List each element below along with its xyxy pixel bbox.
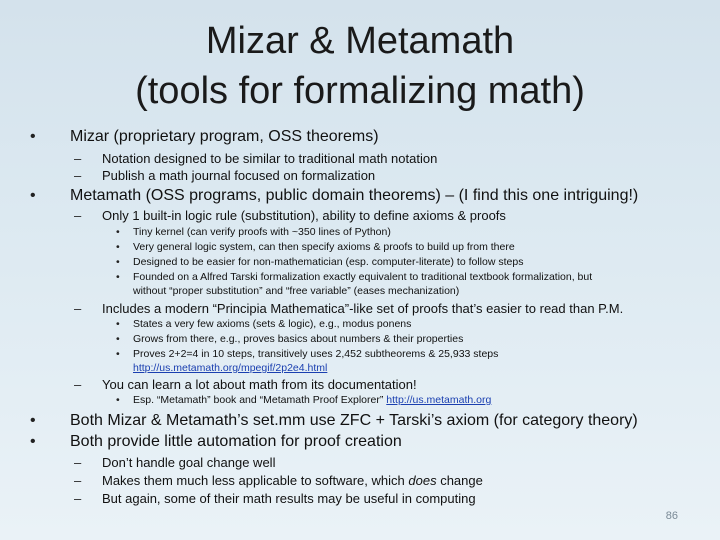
dash-marker: – — [74, 208, 82, 223]
page-number: 86 — [665, 510, 678, 522]
dash-marker: – — [74, 455, 82, 470]
bullet-marker: • — [116, 333, 120, 345]
link-2p2e4[interactable]: http://us.metamath.org/mpegif/2p2e4.html — [133, 362, 328, 374]
metamath-sub-2-c: Proves 2+2=4 in 10 steps, transitively uses 2,452 subtheorems & 25,933 steps — [133, 348, 499, 360]
metamath-sub-1-a: Tiny kernel (can verify proofs with ~350 lines of Python) — [133, 226, 391, 238]
bullet-mizar: Mizar (proprietary program, OSS theorems) — [70, 128, 379, 145]
metamath-sub-3-a — [133, 394, 491, 406]
bullet-both-1: Both Mizar & Metamath’s set.mm use ZFC + Tarski’s axiom (for category theory) — [70, 412, 638, 429]
metamath-sub-1-b: Very general logic system, can then specify axioms & proofs to build up from there — [133, 241, 515, 253]
metamath-sub-3-a-text: Esp. “Metamath” book and “Metamath Proof Explorer” — [133, 394, 384, 406]
bullet-both-2: Both provide little automation for proof creation — [70, 433, 402, 450]
bullet-marker: • — [30, 412, 36, 429]
mizar-sub-1: Notation designed to be similar to traditional math notation — [102, 151, 438, 166]
metamath-sub-1: Only 1 built-in logic rule (substitution), ability to define axioms & proofs — [102, 208, 506, 223]
both-2-sub-2-pre: Makes them much less applicable to software, which — [102, 473, 405, 488]
metamath-sub-2-a: States a very few axioms (sets & logic), e.g., modus ponens — [133, 318, 412, 330]
metamath-sub-2: Includes a modern “Principia Mathematica”-like set of proofs that’s easier to read than P.M. — [102, 301, 624, 316]
metamath-sub-3: You can learn a lot about math from its documentation! — [102, 377, 417, 392]
mizar-sub-2: Publish a math journal focused on formalization — [102, 168, 376, 183]
dash-marker: – — [74, 473, 82, 488]
bullet-marker: • — [116, 226, 120, 238]
link-metamath-site[interactable]: http://us.metamath.org — [386, 394, 492, 406]
dash-marker: – — [74, 168, 82, 183]
dash-marker: – — [74, 151, 82, 166]
metamath-sub-1-d: Founded on a Alfred Tarski formalization exactly equivalent to traditional textbook formalization, but — [133, 271, 593, 283]
bullet-marker: • — [116, 318, 120, 330]
metamath-sub-1-d-cont: without “proper substitution” and “free variable” (eases mechanization) — [133, 285, 460, 297]
bullet-marker: • — [30, 128, 36, 145]
bullet-marker: • — [116, 241, 120, 253]
bullet-marker: • — [116, 271, 120, 283]
both-2-sub-2-emphasis: does — [408, 473, 437, 488]
title-line-2: (tools for formalizing math) — [135, 70, 585, 112]
both-2-sub-3: But again, some of their math results may be useful in computing — [102, 491, 476, 506]
bullet-marker: • — [30, 433, 36, 450]
bullet-marker: • — [116, 256, 120, 268]
both-2-sub-2 — [102, 473, 483, 488]
metamath-sub-2-b: Grows from there, e.g., proves basics about numbers & their properties — [133, 333, 464, 345]
both-2-sub-1: Don’t handle goal change well — [102, 455, 276, 470]
metamath-sub-1-c: Designed to be easier for non-mathematician (esp. computer-literate) to follow steps — [133, 256, 524, 268]
both-2-sub-2-post: change — [440, 473, 483, 488]
dash-marker: – — [74, 377, 82, 392]
dash-marker: – — [74, 491, 82, 506]
bullet-marker: • — [116, 394, 120, 406]
bullet-marker: • — [30, 187, 36, 204]
title-line-1: Mizar & Metamath — [205, 20, 515, 62]
bullet-marker: • — [116, 348, 120, 360]
bullet-metamath: Metamath (OSS programs, public domain theorems) – (I find this one intriguing!) — [70, 187, 639, 204]
dash-marker: – — [74, 301, 82, 316]
